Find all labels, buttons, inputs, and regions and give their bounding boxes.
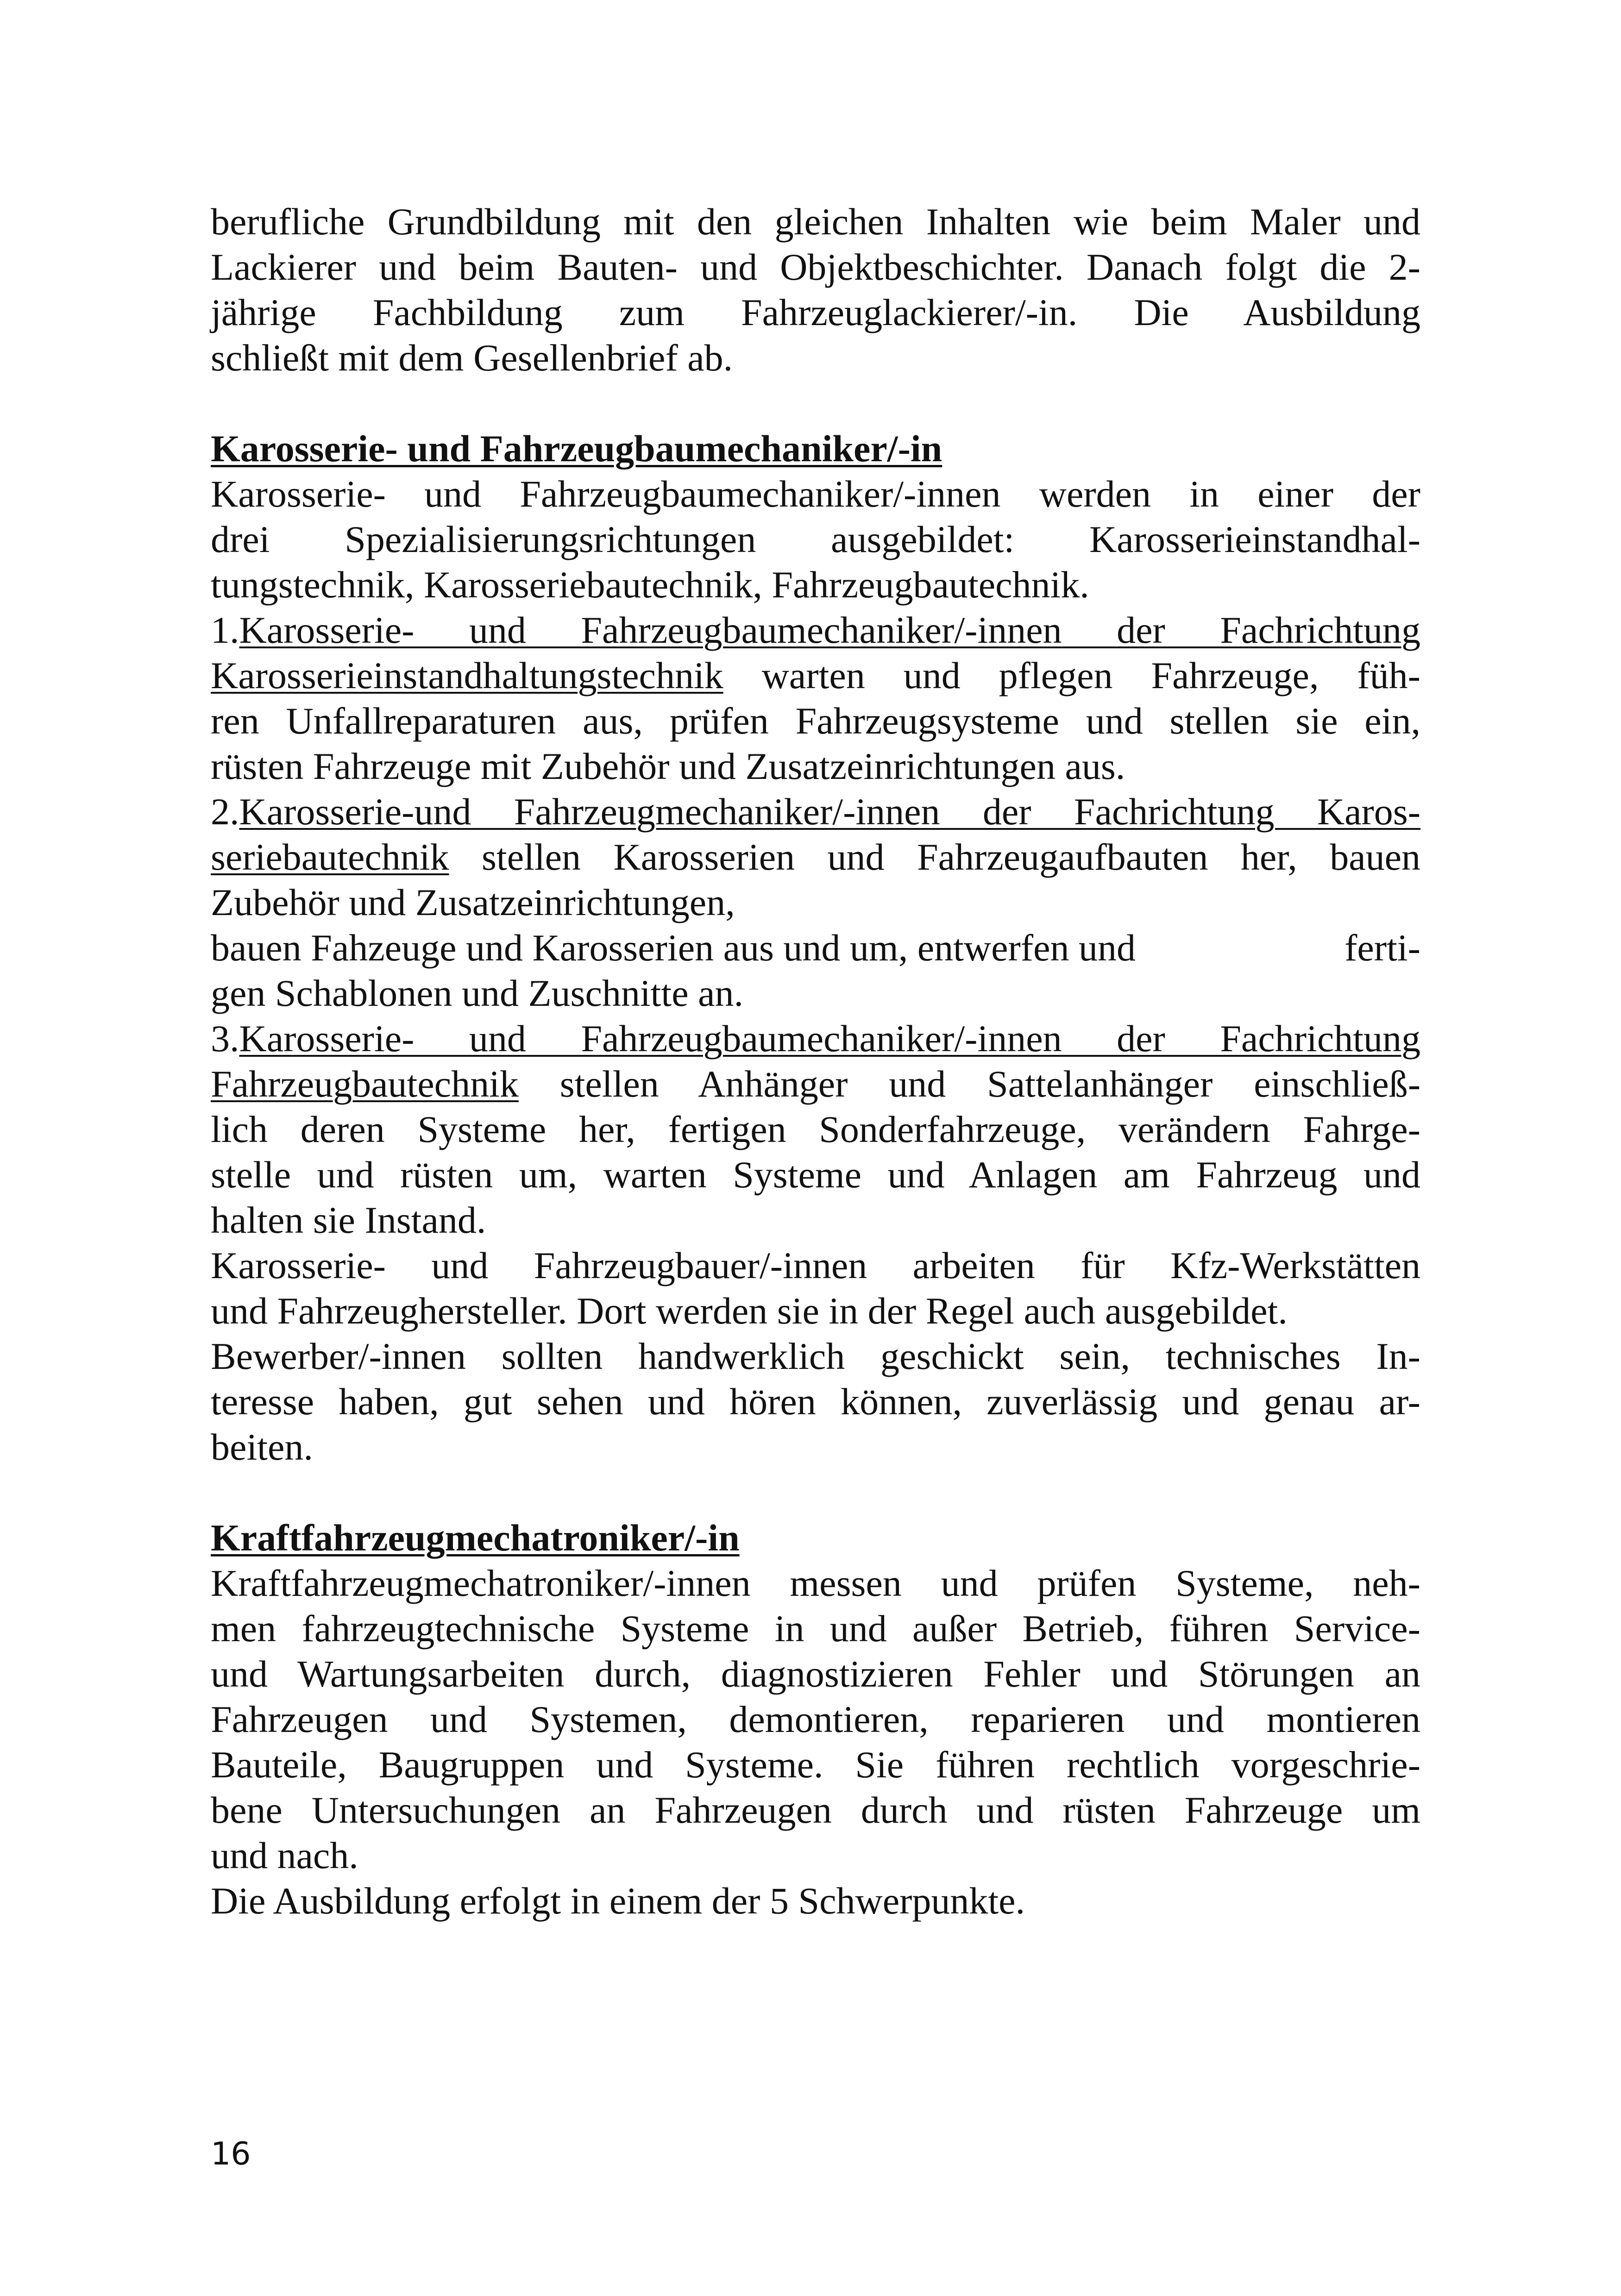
list-item-1-line: [211, 608, 1420, 653]
text-line: Bauteile, Baugruppen und Systeme. Sie führen rechtlich vorgeschrie-: [211, 1744, 1420, 1786]
text-line: drei Spezialisierungsrichtungen ausgebildet: Karosserieinstandhal-: [211, 518, 1420, 560]
list-item-3-line: [211, 1016, 1420, 1061]
underlined-phrase: seriebautechnik: [211, 836, 449, 878]
text-line: und nach.: [211, 1834, 358, 1876]
text-line: Lackierer und beim Bauten- und Objektbeschichter. Danach folgt die 2-: [211, 246, 1420, 288]
text-line: schließt mit dem Gesellenbrief ab.: [211, 337, 733, 379]
text-line: lich deren Systeme her, fertigen Sonderfahrzeuge, verändern Fahrge-: [211, 1108, 1420, 1150]
text-line: Karosserie- und Fahrzeugbauer/-innen arbeiten für Kfz-Werkstätten: [211, 1244, 1420, 1286]
text-line: halten sie Instand.: [211, 1199, 486, 1241]
section-heading: Kraftfahrzeugmechatroniker/-in: [211, 1517, 740, 1559]
text-line: Zubehör und Zusatzeinrichtungen,: [211, 881, 735, 923]
text-span: stellen Karosserien und Fahrzeugaufbauten her, bauen: [449, 836, 1420, 878]
underlined-phrase: Karosserie- und Fahrzeugbaumechaniker/-innen der Fachrichtung: [239, 609, 1420, 651]
text-line: gen Schablonen und Zuschnitte an.: [211, 972, 744, 1014]
text-line: Kraftfahrzeugmechatroniker/-innen messen und prüfen Systeme, neh-: [211, 1562, 1420, 1604]
text-line: stelle und rüsten um, warten Systeme und Anlagen am Fahrzeug und: [211, 1154, 1420, 1196]
text-span: warten und pflegen Fahrzeuge, füh-: [723, 654, 1420, 696]
text-span: bauen Fahzeuge und Karosserien aus und um, entwerfen und: [211, 927, 1136, 969]
text-line: berufliche Grundbildung mit den gleichen Inhalten wie beim Maler und: [211, 201, 1420, 243]
text-line: beiten.: [211, 1426, 313, 1468]
page-body: [211, 199, 1420, 1924]
text-line: teresse haben, gut sehen und hören können, zuverlässig und genau ar-: [211, 1380, 1420, 1423]
list-number: 3.: [211, 1017, 239, 1060]
underlined-phrase: Karosserie-und Fahrzeugmechaniker/-innen der Fachrichtung Karos-: [239, 790, 1420, 833]
text-line: ren Unfallreparaturen aus, prüfen Fahrzeugsysteme und stellen sie ein,: [211, 700, 1420, 742]
list-item-2-line: [211, 834, 1420, 880]
list-item-3-line: [211, 1061, 1420, 1107]
text-line: Die Ausbildung erfolgt in einem der 5 Schwerpunkte.: [211, 1880, 1025, 1922]
intro-paragraph: [211, 199, 1420, 381]
text-span: stellen Anhänger und Sattelanhänger einschließ-: [518, 1063, 1420, 1105]
underlined-phrase: Fahrzeugbautechnik: [211, 1063, 519, 1105]
text-line: Karosserie- und Fahrzeugbaumechaniker/-innen werden in einer der: [211, 473, 1420, 515]
section-karosserie: [211, 426, 1420, 1470]
text-line: Bewerber/-innen sollten handwerklich geschickt sein, technisches In-: [211, 1335, 1420, 1377]
text-line: tungstechnik, Karosseriebautechnik, Fahrzeugbautechnik.: [211, 564, 1089, 606]
underlined-phrase: Karosserie- und Fahrzeugbaumechaniker/-innen der Fachrichtung: [239, 1017, 1420, 1060]
list-number: 1.: [211, 609, 239, 651]
underlined-phrase: Karosserieinstandhaltungstechnik: [211, 654, 723, 696]
list-number: 2.: [211, 790, 239, 833]
text-line: [211, 925, 1420, 971]
list-item-1-line: [211, 653, 1420, 698]
text-line: rüsten Fahrzeuge mit Zubehör und Zusatzeinrichtungen aus.: [211, 745, 1125, 787]
spacer: [211, 381, 1420, 426]
section-heading: Karosserie- und Fahrzeugbaumechaniker/-in: [211, 427, 942, 470]
text-line: und Wartungsarbeiten durch, diagnostizieren Fehler und Störungen an: [211, 1653, 1420, 1695]
text-line: men fahrzeugtechnische Systeme in und außer Betrieb, führen Service-: [211, 1607, 1420, 1650]
page-number: 16: [211, 2136, 251, 2172]
text-line: bene Untersuchungen an Fahrzeugen durch und rüsten Fahrzeuge um: [211, 1789, 1420, 1831]
list-item-2-line: [211, 789, 1420, 834]
text-line: jährige Fachbildung zum Fahrzeuglackierer/-in. Die Ausbildung: [211, 291, 1420, 333]
text-span: ferti-: [1345, 927, 1420, 969]
spacer: [211, 1470, 1420, 1515]
text-line: und Fahrzeughersteller. Dort werden sie in der Regel auch ausgebildet.: [211, 1290, 1288, 1332]
section-kfz-mechatroniker: [211, 1515, 1420, 1924]
text-line: Fahrzeugen und Systemen, demontieren, reparieren und montieren: [211, 1698, 1420, 1740]
